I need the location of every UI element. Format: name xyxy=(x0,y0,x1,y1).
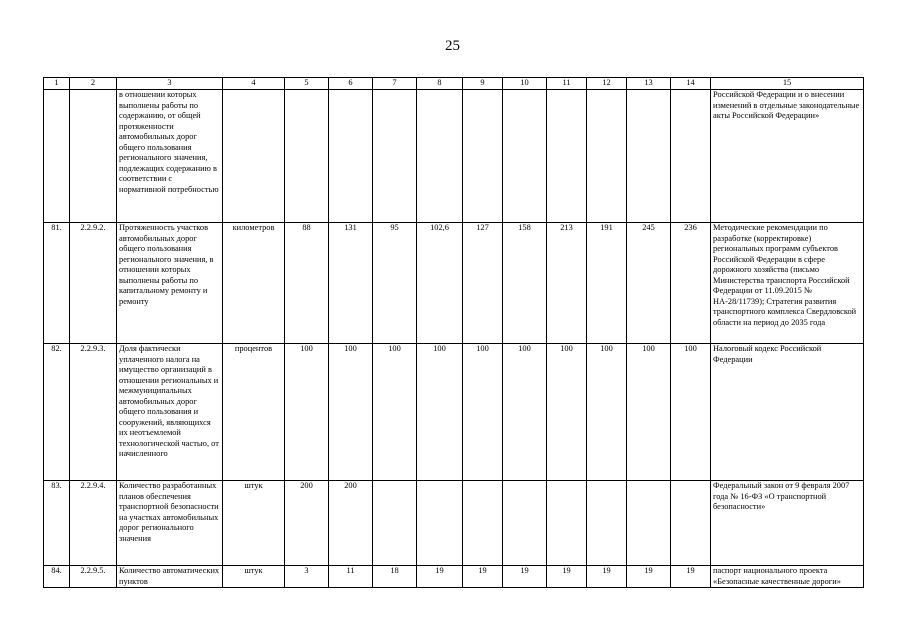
table-cell xyxy=(417,90,463,223)
table-cell: 100 xyxy=(463,344,503,481)
table-cell: 100 xyxy=(503,344,547,481)
column-header-3: 3 xyxy=(117,78,223,90)
table-cell: 2.2.9.5. xyxy=(70,566,117,588)
column-header-12: 12 xyxy=(587,78,627,90)
table-cell xyxy=(671,481,711,566)
table-cell: 191 xyxy=(587,223,627,344)
table-row xyxy=(44,344,864,481)
column-header-5: 5 xyxy=(285,78,329,90)
table-cell xyxy=(503,90,547,223)
table-cell: 2.2.9.3. xyxy=(70,344,117,481)
table-cell xyxy=(547,481,587,566)
page-number: 25 xyxy=(445,38,460,54)
table-cell: 102,6 xyxy=(417,223,463,344)
table-cell xyxy=(373,90,417,223)
table-cell: паспорт национального проекта «Безопасные качественные дороги» xyxy=(711,566,864,588)
table-cell xyxy=(44,90,70,223)
table-cell: 19 xyxy=(417,566,463,588)
table-cell xyxy=(671,90,711,223)
table-cell xyxy=(587,481,627,566)
table-cell: 100 xyxy=(329,344,373,481)
table-cell: 88 xyxy=(285,223,329,344)
table-cell xyxy=(503,481,547,566)
table-cell: 131 xyxy=(329,223,373,344)
table-cell xyxy=(587,90,627,223)
table-cell: 100 xyxy=(627,344,671,481)
table-cell: 100 xyxy=(373,344,417,481)
column-header-9: 9 xyxy=(463,78,503,90)
indicators-table xyxy=(43,77,864,588)
table-cell: 100 xyxy=(587,344,627,481)
table-cell xyxy=(417,481,463,566)
table-cell: 245 xyxy=(627,223,671,344)
table-cell: 100 xyxy=(285,344,329,481)
table-cell: 158 xyxy=(503,223,547,344)
table-cell: Протяженность участков автомобильных дорог общего пользования регионального значения, в отношении которых выполнены работы по капитальному ремонту и ремонту xyxy=(117,223,223,344)
table-cell: 18 xyxy=(373,566,417,588)
table-row xyxy=(44,566,864,588)
table-cell: 19 xyxy=(547,566,587,588)
table-cell: в отношении которых выполнены работы по содержанию, от общей протяженности автомобильных дорог общего пользования регионального значения, подлежащих содержанию в соответствии с нормативной потребностью xyxy=(117,90,223,223)
table-cell: 19 xyxy=(627,566,671,588)
table-cell: 82. xyxy=(44,344,70,481)
table-cell: 100 xyxy=(671,344,711,481)
column-header-10: 10 xyxy=(503,78,547,90)
column-header-11: 11 xyxy=(547,78,587,90)
table-cell: Российской Федерации и о внесении изменений в отдельные законодательные акты Российской Федерации» xyxy=(711,90,864,223)
table-cell: штук xyxy=(223,566,285,588)
table-cell: штук xyxy=(223,481,285,566)
table-cell: Налоговый кодекс Российской Федерации xyxy=(711,344,864,481)
table-cell: Методические рекомендации по разработке (корректировке) региональных программ субъектов Российской Федерации в сфере дорожного хозяйства (письмо Министерства транспорта Российской Федерации от 11.09.2015 № НА-28/11739); Стратегия развития транспортного комплекса Свердловской области на период до 2035 года xyxy=(711,223,864,344)
table-cell: 19 xyxy=(671,566,711,588)
column-header-15: 15 xyxy=(711,78,864,90)
table-cell: 19 xyxy=(503,566,547,588)
table-cell: 2.2.9.4. xyxy=(70,481,117,566)
table-cell: 100 xyxy=(547,344,587,481)
table-cell xyxy=(70,90,117,223)
column-header-14: 14 xyxy=(671,78,711,90)
table-header-row xyxy=(44,78,864,90)
column-header-8: 8 xyxy=(417,78,463,90)
column-header-13: 13 xyxy=(627,78,671,90)
table-cell xyxy=(329,90,373,223)
table-cell: 84. xyxy=(44,566,70,588)
table-cell: километров xyxy=(223,223,285,344)
column-header-4: 4 xyxy=(223,78,285,90)
table-cell xyxy=(223,90,285,223)
column-header-1: 1 xyxy=(44,78,70,90)
table-cell: 19 xyxy=(463,566,503,588)
table-cell: Количество автоматических пунктов xyxy=(117,566,223,588)
table-cell: 83. xyxy=(44,481,70,566)
table-cell: 11 xyxy=(329,566,373,588)
table-cell: 200 xyxy=(285,481,329,566)
table-cell xyxy=(463,481,503,566)
table-cell: 81. xyxy=(44,223,70,344)
table-cell xyxy=(627,481,671,566)
table-row xyxy=(44,90,864,223)
table-cell: Количество разработанных планов обеспечения транспортной безопасности на участках автомобильных дорог регионального значения xyxy=(117,481,223,566)
table-cell xyxy=(627,90,671,223)
column-header-7: 7 xyxy=(373,78,417,90)
table-cell: 19 xyxy=(587,566,627,588)
table-cell xyxy=(463,90,503,223)
table-cell xyxy=(285,90,329,223)
table-cell: Доля фактически уплаченного налога на имущество организаций в отношении региональных и межмуниципальных автомобильных дорог общего пользования и сооружений, являющихся их неотъемлемой технологической частью, от начисленного xyxy=(117,344,223,481)
column-header-6: 6 xyxy=(329,78,373,90)
table-cell: 100 xyxy=(417,344,463,481)
table-cell xyxy=(547,90,587,223)
table-cell: 236 xyxy=(671,223,711,344)
table-row xyxy=(44,223,864,344)
column-header-2: 2 xyxy=(70,78,117,90)
table-row xyxy=(44,481,864,566)
table-cell: 213 xyxy=(547,223,587,344)
table-cell: 200 xyxy=(329,481,373,566)
table-cell: 3 xyxy=(285,566,329,588)
table-cell: Федеральный закон от 9 февраля 2007 года № 16-ФЗ «О транспортной безопасности» xyxy=(711,481,864,566)
table-cell: 127 xyxy=(463,223,503,344)
table-cell: 2.2.9.2. xyxy=(70,223,117,344)
table-cell: 95 xyxy=(373,223,417,344)
table-cell xyxy=(373,481,417,566)
table-cell: процентов xyxy=(223,344,285,481)
